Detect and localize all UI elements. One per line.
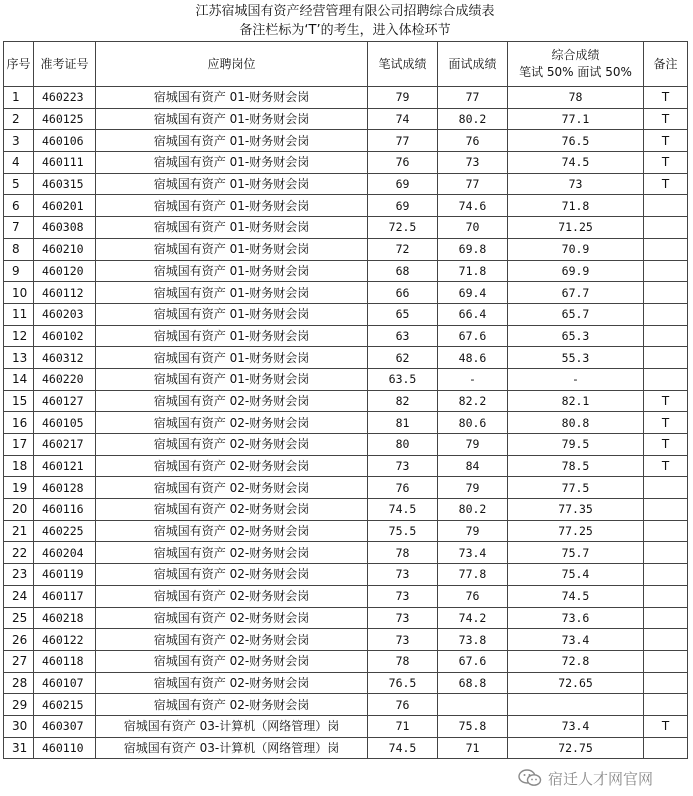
cell-position: 宿城国有资产 02-财务财会岗	[96, 520, 368, 542]
cell-row-index: 11	[4, 303, 34, 325]
cell-written-score: 76	[368, 694, 438, 716]
cell-combined-score: 65.3	[508, 325, 644, 347]
cell-row-index: 3	[4, 130, 34, 152]
cell-combined-score: 72.8	[508, 650, 644, 672]
table-row	[4, 152, 688, 174]
cell-combined-score: 71.25	[508, 217, 644, 239]
cell-position: 宿城国有资产 02-财务财会岗	[96, 564, 368, 586]
cell-position: 宿城国有资产 02-财务财会岗	[96, 455, 368, 477]
cell-row-index: 17	[4, 434, 34, 456]
cell-row-index: 13	[4, 347, 34, 369]
table-row	[4, 87, 688, 109]
cell-exam-id: 460201	[34, 195, 96, 217]
table-row	[4, 715, 688, 737]
table-row	[4, 260, 688, 282]
cell-combined-score: 67.7	[508, 282, 644, 304]
cell-written-score: 63.5	[368, 368, 438, 390]
cell-interview-score: 84	[438, 455, 508, 477]
cell-position: 宿城国有资产 01-财务财会岗	[96, 368, 368, 390]
cell-interview-score: 80.2	[438, 108, 508, 130]
cell-written-score: 82	[368, 390, 438, 412]
cell-interview-score: 73	[438, 152, 508, 174]
cell-position: 宿城国有资产 01-财务财会岗	[96, 130, 368, 152]
cell-written-score: 81	[368, 412, 438, 434]
cell-exam-id: 460122	[34, 629, 96, 651]
score-sheet	[3, 3, 687, 759]
header-combined-line1: 综合成绩	[551, 48, 600, 62]
table-row	[4, 282, 688, 304]
cell-written-score: 78	[368, 650, 438, 672]
cell-combined-score: 74.5	[508, 152, 644, 174]
cell-row-index: 26	[4, 629, 34, 651]
table-row	[4, 737, 688, 759]
cell-row-index: 21	[4, 520, 34, 542]
cell-combined-score: 55.3	[508, 347, 644, 369]
cell-interview-score: 48.6	[438, 347, 508, 369]
cell-remark: T	[644, 108, 688, 130]
table-row	[4, 672, 688, 694]
cell-remark	[644, 542, 688, 564]
cell-exam-id: 460220	[34, 368, 96, 390]
cell-row-index: 6	[4, 195, 34, 217]
cell-exam-id: 460312	[34, 347, 96, 369]
cell-exam-id: 460315	[34, 173, 96, 195]
cell-written-score: 72	[368, 238, 438, 260]
cell-position: 宿城国有资产 02-财务财会岗	[96, 499, 368, 521]
cell-row-index: 12	[4, 325, 34, 347]
cell-position: 宿城国有资产 01-财务财会岗	[96, 173, 368, 195]
cell-exam-id: 460210	[34, 238, 96, 260]
cell-remark	[644, 282, 688, 304]
table-row	[4, 477, 688, 499]
cell-combined-score: 73.6	[508, 607, 644, 629]
cell-written-score: 74	[368, 108, 438, 130]
cell-combined-score: 77.35	[508, 499, 644, 521]
cell-combined-score: 78	[508, 87, 644, 109]
cell-interview-score: 75.8	[438, 715, 508, 737]
table-row	[4, 390, 688, 412]
cell-remark: T	[644, 130, 688, 152]
cell-interview-score: 79	[438, 520, 508, 542]
cell-exam-id: 460111	[34, 152, 96, 174]
cell-written-score: 65	[368, 303, 438, 325]
cell-remark	[644, 368, 688, 390]
cell-written-score: 80	[368, 434, 438, 456]
cell-remark	[644, 217, 688, 239]
cell-written-score: 76	[368, 477, 438, 499]
cell-written-score: 63	[368, 325, 438, 347]
cell-exam-id: 460116	[34, 499, 96, 521]
cell-position: 宿城国有资产 01-财务财会岗	[96, 238, 368, 260]
wechat-icon	[518, 769, 542, 787]
cell-remark: T	[644, 412, 688, 434]
table-row	[4, 368, 688, 390]
cell-position: 宿城国有资产 03-计算机（网络管理）岗	[96, 715, 368, 737]
cell-exam-id: 460223	[34, 87, 96, 109]
cell-row-index: 31	[4, 737, 34, 759]
table-row	[4, 303, 688, 325]
cell-combined-score: 79.5	[508, 434, 644, 456]
cell-exam-id: 460102	[34, 325, 96, 347]
cell-interview-score: 70	[438, 217, 508, 239]
cell-remark	[644, 303, 688, 325]
cell-remark	[644, 564, 688, 586]
cell-written-score: 79	[368, 87, 438, 109]
cell-row-index: 29	[4, 694, 34, 716]
table-row	[4, 195, 688, 217]
sheet-title: 江苏宿城国有资产经营管理有限公司招聘综合成绩表	[195, 4, 495, 19]
cell-row-index: 16	[4, 412, 34, 434]
cell-written-score: 69	[368, 195, 438, 217]
cell-position: 宿城国有资产 02-财务财会岗	[96, 390, 368, 412]
cell-row-index: 30	[4, 715, 34, 737]
cell-written-score: 76.5	[368, 672, 438, 694]
cell-exam-id: 460125	[34, 108, 96, 130]
cell-row-index: 15	[4, 390, 34, 412]
cell-exam-id: 460127	[34, 390, 96, 412]
table-row	[4, 347, 688, 369]
cell-interview-score: 79	[438, 434, 508, 456]
table-header-row	[4, 42, 688, 87]
cell-combined-score: 74.5	[508, 585, 644, 607]
cell-exam-id: 460225	[34, 520, 96, 542]
cell-combined-score: 75.7	[508, 542, 644, 564]
cell-position: 宿城国有资产 01-财务财会岗	[96, 282, 368, 304]
cell-position: 宿城国有资产 01-财务财会岗	[96, 217, 368, 239]
cell-row-index: 28	[4, 672, 34, 694]
table-row	[4, 520, 688, 542]
cell-row-index: 27	[4, 650, 34, 672]
cell-remark	[644, 629, 688, 651]
header-combined	[508, 42, 644, 87]
cell-combined-score: 71.8	[508, 195, 644, 217]
cell-position: 宿城国有资产 02-财务财会岗	[96, 650, 368, 672]
cell-position: 宿城国有资产 01-财务财会岗	[96, 303, 368, 325]
cell-remark	[644, 585, 688, 607]
cell-row-index: 24	[4, 585, 34, 607]
cell-written-score: 73	[368, 629, 438, 651]
cell-combined-score: 82.1	[508, 390, 644, 412]
header-position: 应聘岗位	[96, 42, 368, 87]
table-row	[4, 629, 688, 651]
cell-written-score: 76	[368, 152, 438, 174]
table-row	[4, 130, 688, 152]
header-combined-line2: 笔试 50% 面试 50%	[519, 65, 632, 79]
cell-position: 宿城国有资产 01-财务财会岗	[96, 87, 368, 109]
table-row	[4, 564, 688, 586]
cell-remark	[644, 672, 688, 694]
cell-position: 宿城国有资产 02-财务财会岗	[96, 412, 368, 434]
cell-interview-score	[438, 694, 508, 716]
cell-combined-score: 80.8	[508, 412, 644, 434]
cell-interview-score: 69.4	[438, 282, 508, 304]
cell-position: 宿城国有资产 02-财务财会岗	[96, 434, 368, 456]
cell-combined-score: 77.5	[508, 477, 644, 499]
cell-remark	[644, 694, 688, 716]
cell-written-score: 71	[368, 715, 438, 737]
table-row	[4, 650, 688, 672]
cell-position: 宿城国有资产 01-财务财会岗	[96, 260, 368, 282]
cell-remark	[644, 650, 688, 672]
cell-remark: T	[644, 715, 688, 737]
cell-row-index: 5	[4, 173, 34, 195]
cell-combined-score: 78.5	[508, 455, 644, 477]
cell-row-index: 7	[4, 217, 34, 239]
cell-written-score: 74.5	[368, 499, 438, 521]
cell-exam-id: 460128	[34, 477, 96, 499]
table-row	[4, 542, 688, 564]
cell-interview-score: 73.4	[438, 542, 508, 564]
cell-combined-score: 77.25	[508, 520, 644, 542]
cell-exam-id: 460121	[34, 455, 96, 477]
cell-remark: T	[644, 455, 688, 477]
cell-exam-id: 460120	[34, 260, 96, 282]
cell-position: 宿城国有资产 02-财务财会岗	[96, 607, 368, 629]
cell-combined-score: 65.7	[508, 303, 644, 325]
cell-remark	[644, 238, 688, 260]
cell-interview-score: 82.2	[438, 390, 508, 412]
cell-position: 宿城国有资产 02-财务财会岗	[96, 672, 368, 694]
table-row	[4, 434, 688, 456]
cell-interview-score: 71	[438, 737, 508, 759]
cell-combined-score: -	[508, 368, 644, 390]
cell-interview-score: 67.6	[438, 650, 508, 672]
cell-written-score: 73	[368, 455, 438, 477]
cell-exam-id: 460203	[34, 303, 96, 325]
cell-written-score: 73	[368, 607, 438, 629]
cell-row-index: 23	[4, 564, 34, 586]
cell-row-index: 19	[4, 477, 34, 499]
cell-row-index: 9	[4, 260, 34, 282]
cell-position: 宿城国有资产 01-财务财会岗	[96, 325, 368, 347]
cell-interview-score: 80.2	[438, 499, 508, 521]
cell-interview-score: 76	[438, 585, 508, 607]
cell-interview-score: 71.8	[438, 260, 508, 282]
cell-position: 宿城国有资产 03-计算机（网络管理）岗	[96, 737, 368, 759]
watermark-text: 宿迁人才网官网	[548, 769, 654, 788]
cell-combined-score: 75.4	[508, 564, 644, 586]
cell-interview-score: 67.6	[438, 325, 508, 347]
cell-combined-score: 72.65	[508, 672, 644, 694]
cell-exam-id: 460118	[34, 650, 96, 672]
cell-position: 宿城国有资产 01-财务财会岗	[96, 347, 368, 369]
cell-interview-score: 76	[438, 130, 508, 152]
cell-row-index: 4	[4, 152, 34, 174]
cell-interview-score: 69.8	[438, 238, 508, 260]
cell-interview-score: 77.8	[438, 564, 508, 586]
cell-interview-score: 77	[438, 173, 508, 195]
cell-remark: T	[644, 434, 688, 456]
cell-exam-id: 460106	[34, 130, 96, 152]
cell-row-index: 10	[4, 282, 34, 304]
cell-remark	[644, 260, 688, 282]
cell-exam-id: 460105	[34, 412, 96, 434]
cell-written-score: 78	[368, 542, 438, 564]
cell-written-score: 62	[368, 347, 438, 369]
score-table	[3, 41, 688, 759]
cell-written-score: 73	[368, 585, 438, 607]
table-row	[4, 173, 688, 195]
cell-position: 宿城国有资产 02-财务财会岗	[96, 477, 368, 499]
cell-written-score: 72.5	[368, 217, 438, 239]
cell-exam-id: 460217	[34, 434, 96, 456]
cell-exam-id: 460307	[34, 715, 96, 737]
cell-remark: T	[644, 152, 688, 174]
cell-written-score: 69	[368, 173, 438, 195]
cell-written-score: 68	[368, 260, 438, 282]
cell-combined-score: 69.9	[508, 260, 644, 282]
cell-exam-id: 460110	[34, 737, 96, 759]
header-interview: 面试成绩	[438, 42, 508, 87]
cell-written-score: 73	[368, 564, 438, 586]
cell-row-index: 2	[4, 108, 34, 130]
cell-remark	[644, 195, 688, 217]
cell-remark: T	[644, 390, 688, 412]
table-row	[4, 217, 688, 239]
cell-combined-score: 76.5	[508, 130, 644, 152]
table-row	[4, 585, 688, 607]
table-row	[4, 238, 688, 260]
cell-row-index: 22	[4, 542, 34, 564]
cell-row-index: 18	[4, 455, 34, 477]
cell-exam-id: 460215	[34, 694, 96, 716]
cell-remark	[644, 499, 688, 521]
cell-exam-id: 460119	[34, 564, 96, 586]
cell-combined-score: 73.4	[508, 629, 644, 651]
cell-interview-score: 79	[438, 477, 508, 499]
header-remark: 备注	[644, 42, 688, 87]
cell-exam-id: 460308	[34, 217, 96, 239]
table-body	[4, 87, 688, 759]
cell-row-index: 25	[4, 607, 34, 629]
cell-written-score: 75.5	[368, 520, 438, 542]
cell-position: 宿城国有资产 02-财务财会岗	[96, 542, 368, 564]
header-exam-id: 准考证号	[34, 42, 96, 87]
sheet-subtitle: 备注栏标为‘T’的考生，进入体检环节	[239, 23, 451, 38]
header-idx: 序号	[4, 42, 34, 87]
cell-position: 宿城国有资产 01-财务财会岗	[96, 152, 368, 174]
cell-position: 宿城国有资产 02-财务财会岗	[96, 694, 368, 716]
cell-interview-score: 80.6	[438, 412, 508, 434]
cell-position: 宿城国有资产 01-财务财会岗	[96, 108, 368, 130]
table-row	[4, 694, 688, 716]
cell-written-score: 66	[368, 282, 438, 304]
cell-interview-score: 77	[438, 87, 508, 109]
cell-interview-score: 73.8	[438, 629, 508, 651]
cell-interview-score: 68.8	[438, 672, 508, 694]
cell-remark: T	[644, 87, 688, 109]
cell-exam-id: 460107	[34, 672, 96, 694]
cell-combined-score: 70.9	[508, 238, 644, 260]
table-row	[4, 499, 688, 521]
table-row	[4, 108, 688, 130]
cell-combined-score: 72.75	[508, 737, 644, 759]
cell-remark: T	[644, 173, 688, 195]
cell-combined-score: 73.4	[508, 715, 644, 737]
cell-exam-id: 460112	[34, 282, 96, 304]
cell-exam-id: 460117	[34, 585, 96, 607]
cell-interview-score: 74.6	[438, 195, 508, 217]
cell-remark	[644, 737, 688, 759]
header-written: 笔试成绩	[368, 42, 438, 87]
cell-interview-score: -	[438, 368, 508, 390]
table-row	[4, 607, 688, 629]
watermark	[518, 768, 653, 788]
cell-row-index: 8	[4, 238, 34, 260]
cell-row-index: 14	[4, 368, 34, 390]
cell-exam-id: 460218	[34, 607, 96, 629]
cell-remark	[644, 607, 688, 629]
cell-written-score: 77	[368, 130, 438, 152]
cell-position: 宿城国有资产 01-财务财会岗	[96, 195, 368, 217]
cell-remark	[644, 520, 688, 542]
cell-position: 宿城国有资产 02-财务财会岗	[96, 629, 368, 651]
table-row	[4, 325, 688, 347]
cell-combined-score: 73	[508, 173, 644, 195]
cell-written-score: 74.5	[368, 737, 438, 759]
cell-remark	[644, 477, 688, 499]
table-row	[4, 412, 688, 434]
cell-position: 宿城国有资产 02-财务财会岗	[96, 585, 368, 607]
cell-combined-score	[508, 694, 644, 716]
cell-interview-score: 74.2	[438, 607, 508, 629]
cell-combined-score: 77.1	[508, 108, 644, 130]
cell-exam-id: 460204	[34, 542, 96, 564]
table-row	[4, 455, 688, 477]
cell-interview-score: 66.4	[438, 303, 508, 325]
cell-remark	[644, 347, 688, 369]
cell-row-index: 1	[4, 87, 34, 109]
cell-row-index: 20	[4, 499, 34, 521]
cell-remark	[644, 325, 688, 347]
